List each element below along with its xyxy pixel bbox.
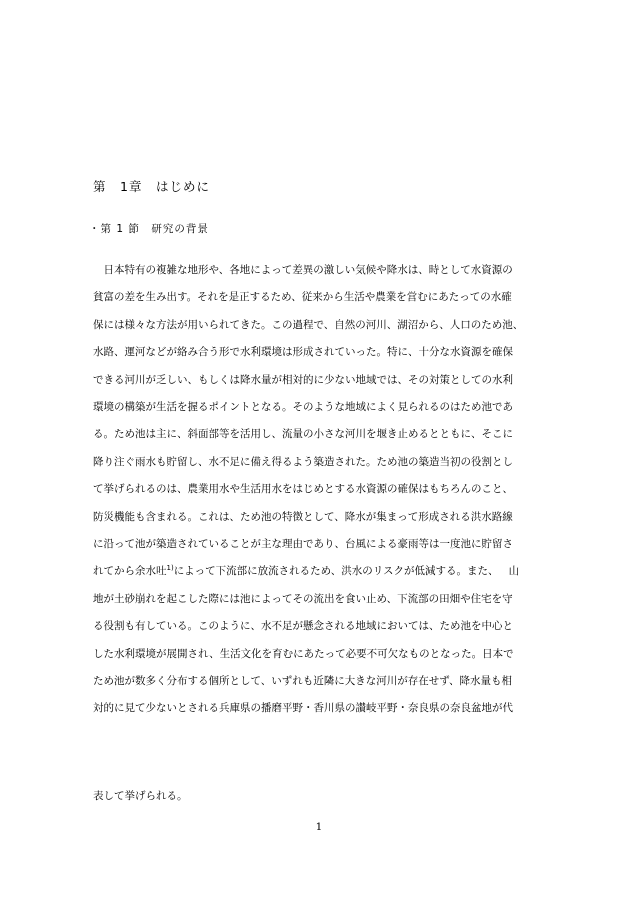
footnote-reference[interactable]: 1) bbox=[166, 564, 174, 572]
section-title: ・第 1 節 研究の背景 bbox=[89, 223, 209, 235]
body-line: できる河川が乏しい、もしくは降水量が相対的に少ない地域では、その対策としての水利 bbox=[93, 374, 513, 386]
body-line-segment: によって下流部に放流されるため、洪水のリスクが低減する。また、 bbox=[173, 565, 499, 577]
body-line: 地が土砂崩れを起こした際には池によってその流出を食い止め、下流部の田畑や住宅を守 bbox=[93, 593, 513, 605]
body-line-segment: れてから余水吐 bbox=[93, 565, 167, 577]
body-line: に沿って池が築造されていることが主な理由であり、台風による豪雨等は一度池に貯留さ bbox=[93, 538, 513, 550]
body-line: 対的に見て少ないとされる兵庫県の播磨平野・香川県の讃岐平野・奈良県の奈良盆地が代 bbox=[93, 702, 513, 714]
body-line: る役割も有している。このように、水不足が懸念される地域においては、ため池を中心と bbox=[93, 620, 513, 632]
body-line: て挙げられるのは、農業用水や生活用水をはじめとする水資源の確保はもちろんのこと、 bbox=[93, 483, 513, 495]
body-line: した水利環境が展開され、生活文化を育むにあたって必要不可欠なものとなった。日本で bbox=[93, 648, 514, 660]
body-line: 保には様々な方法が用いられてきた。この過程で、自然の河川、湖沼から、人口のため池、 bbox=[93, 319, 524, 331]
page-number: 1 bbox=[315, 821, 323, 833]
body-line: 日本特有の複雑な地形や、各地によって差異の激しい気候や降水は、時として水資源の bbox=[93, 264, 513, 276]
chapter-title: 第 1章 はじめに bbox=[93, 179, 210, 194]
body-line: 水路、運河などが絡み合う形で水利環境は形成されていった。特に、十分な水資源を確保 bbox=[93, 346, 513, 358]
body-line: ため池が数多く分布する個所として、いずれも近隣に大きな河川が存在せず、降水量も相 bbox=[93, 675, 512, 687]
body-line: 防災機能も含まれる。これは、ため池の特徴として、降水が集まって形成される洪水路線 bbox=[93, 511, 513, 523]
body-line-segment: 山 bbox=[508, 565, 520, 577]
body-line: 降り注ぐ雨水も貯留し、水不足に備え得るよう築造された。ため池の築造当初の役割とし bbox=[93, 456, 513, 468]
body-line: る。ため池は主に、斜面部等を活用し、流量の小さな河川を堰き止めるとともに、そこに bbox=[93, 428, 513, 440]
body-line-with-footnote bbox=[93, 564, 519, 578]
body-line: 環境の構築が生活を握るポイントとなる。そのような地域によく見られるのはため池であ bbox=[93, 401, 513, 413]
body-line: 表して挙げられる。 bbox=[93, 790, 188, 802]
body-line: 貧富の差を生み出す。それを是正するため、従来から生活や農業を営むにあたっての水確 bbox=[93, 291, 512, 303]
